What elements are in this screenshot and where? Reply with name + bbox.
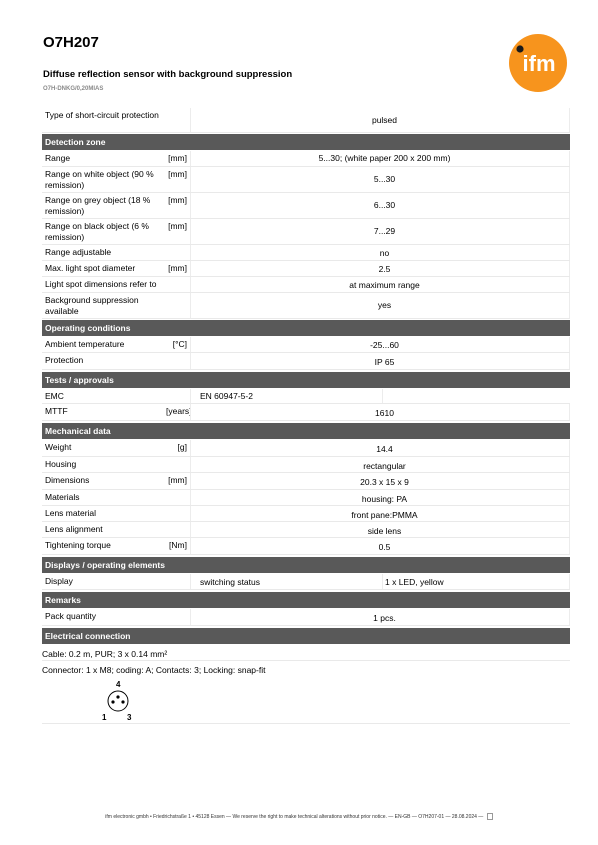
row-materials bbox=[42, 490, 570, 506]
product-subtitle: Diffuse reflection sensor with background suppression bbox=[43, 69, 293, 80]
value-2: 1 x LED, yellow bbox=[385, 577, 444, 587]
value: pulsed bbox=[371, 115, 398, 125]
unit: [mm] bbox=[168, 263, 187, 273]
value: 1 pcs. bbox=[373, 613, 396, 623]
label: MTTF bbox=[45, 406, 68, 416]
value-1: switching status bbox=[200, 577, 260, 587]
row-range-adjustable bbox=[42, 245, 570, 261]
value: yes bbox=[377, 300, 392, 310]
label: Tightening torque bbox=[45, 540, 111, 550]
value: 14.4 bbox=[376, 444, 393, 454]
value: rectangular bbox=[363, 461, 406, 471]
row-emc bbox=[42, 389, 570, 404]
unit: [years] bbox=[166, 406, 192, 416]
label: Type of short-circuit protection bbox=[45, 110, 159, 120]
page-footer bbox=[0, 813, 598, 820]
row-protection bbox=[42, 353, 570, 370]
value: 7...29 bbox=[373, 226, 396, 236]
label: Lens alignment bbox=[45, 524, 103, 534]
value: 5...30 bbox=[373, 174, 396, 184]
label: Range bbox=[45, 153, 71, 163]
pin-3-label: 3 bbox=[127, 713, 132, 721]
label: Range on white object (90 % remission) bbox=[45, 169, 154, 190]
label: Weight bbox=[45, 442, 72, 452]
unit: [mm] bbox=[168, 169, 187, 179]
unit: [mm] bbox=[168, 221, 187, 231]
label: Display bbox=[45, 576, 73, 586]
value: IP 65 bbox=[374, 357, 395, 367]
unit: [mm] bbox=[168, 195, 187, 205]
cable-info bbox=[42, 645, 570, 661]
row-dimensions bbox=[42, 473, 570, 490]
row-spot-reference bbox=[42, 277, 570, 293]
row-weight bbox=[42, 440, 570, 457]
logo-text: ifm bbox=[522, 51, 556, 76]
pin-1-label: 1 bbox=[102, 713, 107, 721]
label: Range on black object (6 % remission) bbox=[45, 221, 149, 242]
section-remarks: Remarks bbox=[42, 592, 570, 608]
unit: [°C] bbox=[172, 339, 187, 349]
label: Housing bbox=[45, 459, 77, 469]
section-displays: Displays / operating elements bbox=[42, 557, 570, 573]
section-electrical-connection: Electrical connection bbox=[42, 628, 570, 644]
label: Range adjustable bbox=[45, 247, 112, 257]
ifm-logo bbox=[509, 34, 567, 92]
row-lens-alignment bbox=[42, 522, 570, 538]
value: at maximum range bbox=[349, 280, 420, 290]
value: side lens bbox=[367, 526, 402, 536]
row-range-grey bbox=[42, 193, 570, 219]
value: 1610 bbox=[375, 408, 394, 418]
value: EN 60947-5-2 bbox=[200, 391, 253, 401]
section-tests-approvals: Tests / approvals bbox=[42, 372, 570, 388]
footer-text: ifm electronic gmbh • Friedrichstraße 1 • 45128 Essen — We reserve the right to make technical alterations without prior notice. — EN-GB — O7H207-01 — 28.08.2024 — bbox=[105, 813, 484, 820]
row-range-black bbox=[42, 219, 570, 245]
label: Dimensions bbox=[45, 475, 90, 485]
page-title: O7H207 bbox=[43, 34, 99, 51]
label: Background suppression available bbox=[45, 295, 139, 316]
label: Light spot dimensions refer to bbox=[45, 279, 157, 289]
value: 5...30; (white paper 200 x 200 mm) bbox=[318, 153, 451, 163]
label: Max. light spot diameter bbox=[45, 263, 136, 273]
row-background-suppression bbox=[42, 293, 570, 319]
value: 2.5 bbox=[378, 264, 391, 274]
value: 20.3 x 15 x 9 bbox=[360, 477, 409, 487]
pin-4-label: 4 bbox=[116, 680, 121, 689]
label: Materials bbox=[45, 492, 80, 502]
value: -25...60 bbox=[370, 340, 399, 350]
label: Ambient temperature bbox=[45, 339, 125, 349]
section-mechanical-data: Mechanical data bbox=[42, 423, 570, 439]
value: 0.5 bbox=[378, 542, 391, 552]
connector-info bbox=[42, 661, 570, 724]
product-code: O7H-DNKG/0,20MIAS bbox=[43, 86, 104, 92]
row-short-circuit bbox=[42, 108, 570, 133]
row-display bbox=[42, 574, 570, 590]
label: Pack quantity bbox=[45, 611, 97, 621]
unit: [mm] bbox=[168, 475, 187, 485]
footer-icon bbox=[487, 813, 493, 820]
row-lens-material bbox=[42, 506, 570, 522]
row-housing bbox=[42, 457, 570, 473]
row-spot-diameter bbox=[42, 261, 570, 277]
row-range bbox=[42, 151, 570, 167]
cable-text: Cable: 0.2 m, PUR; 3 x 0.14 mm² bbox=[42, 649, 168, 659]
connector-pinout-diagram bbox=[100, 679, 140, 721]
row-mttf bbox=[42, 404, 570, 421]
spec-table bbox=[42, 108, 570, 724]
row-pack-quantity bbox=[42, 609, 570, 626]
row-tightening-torque bbox=[42, 538, 570, 555]
label: EMC bbox=[45, 391, 64, 401]
value: no bbox=[379, 248, 390, 258]
section-detection-zone: Detection zone bbox=[42, 134, 570, 150]
row-range-white bbox=[42, 167, 570, 193]
unit: [mm] bbox=[168, 153, 187, 163]
label: Protection bbox=[45, 355, 84, 365]
value: housing: PA bbox=[361, 494, 408, 504]
label: Lens material bbox=[45, 508, 97, 518]
connector-text: Connector: 1 x M8; coding: A; Contacts: 3; Locking: snap-fit bbox=[42, 665, 266, 675]
row-ambient-temperature bbox=[42, 337, 570, 353]
value: 6...30 bbox=[373, 200, 396, 210]
unit: [Nm] bbox=[169, 540, 187, 550]
unit: [g] bbox=[177, 442, 187, 452]
label: Range on grey object (18 % remission) bbox=[45, 195, 151, 216]
section-operating-conditions: Operating conditions bbox=[42, 320, 570, 336]
value: front pane:PMMA bbox=[351, 510, 418, 520]
